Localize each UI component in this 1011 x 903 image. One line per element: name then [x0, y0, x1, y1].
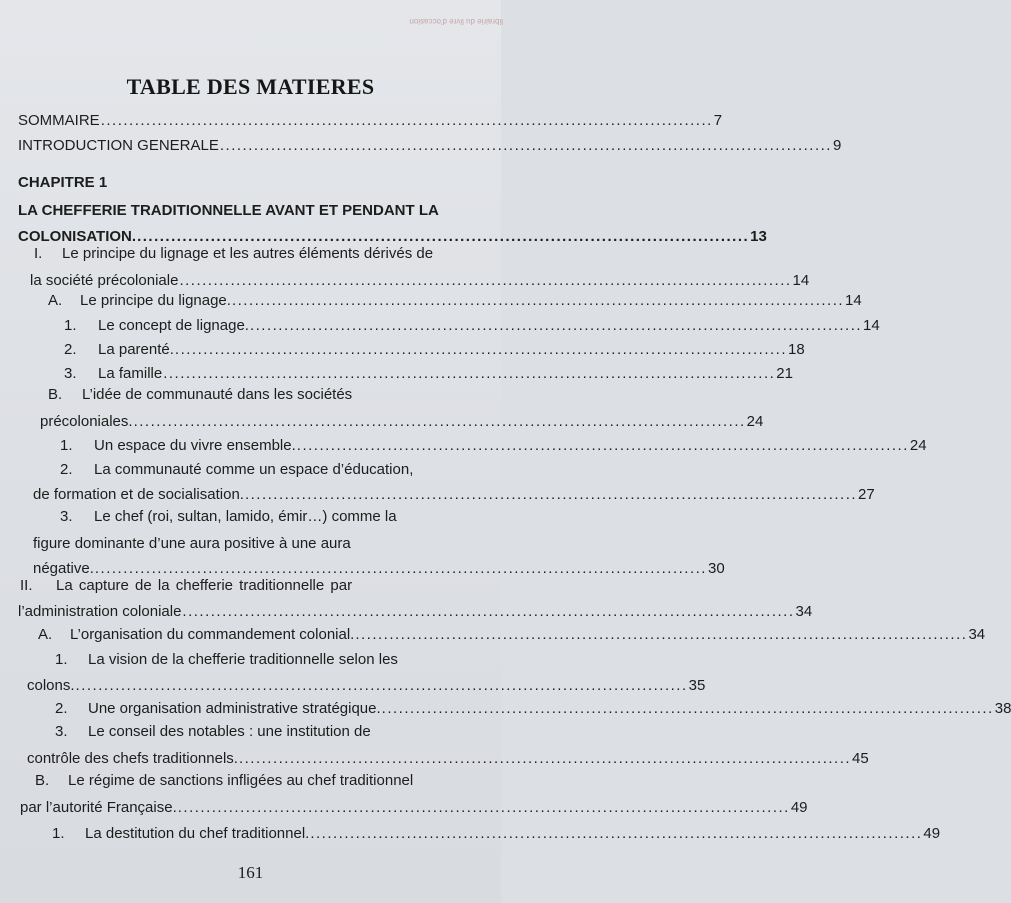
page-ref: 14	[863, 317, 880, 334]
toc-section-number: B.	[48, 386, 63, 403]
toc-section-number: 3.	[60, 508, 73, 525]
toc-entry-section-1b3[interactable]: négative. ............................................................................................................ 30	[33, 560, 725, 577]
toc-section-number: 2.	[60, 461, 73, 478]
toc-entry-section-2[interactable]: l’administration coloniale ............................................................................................................ 34	[18, 603, 813, 620]
toc-entry-text: La vision de la chefferie traditionnelle selon les	[88, 651, 398, 668]
toc-entry-text: L’idée de communauté dans les sociétés	[82, 386, 353, 403]
dot-leader: ............................................................................................................	[244, 486, 858, 503]
dot-leader: ............................................................................................................	[177, 799, 790, 816]
toc-section-number: I.	[34, 245, 43, 262]
dot-leader: ............................................................................................................	[163, 365, 776, 382]
dot-leader: ............................................................................................................	[174, 341, 787, 358]
dot-leader: ............................................................................................................	[231, 292, 845, 309]
toc-entry-section-1b[interactable]: précoloniales. ............................................................................................................ 24	[40, 413, 764, 430]
page-ref: 18	[788, 341, 805, 358]
page-ref: 34	[795, 603, 813, 620]
page-ref: 14	[845, 292, 862, 309]
toc-entry-text: figure dominante d’une aura positive à une aura	[33, 535, 351, 552]
page-ref: 24	[746, 413, 764, 430]
dot-leader: ............................................................................................................	[133, 413, 746, 430]
page-ref: 21	[776, 365, 793, 382]
toc-entry-text: Le régime de sanctions infligées au chef traditionnel	[68, 772, 414, 789]
page-ref: 45	[852, 750, 869, 767]
page-ref: 38	[994, 700, 1011, 717]
toc-section-number: II.	[20, 577, 33, 594]
toc-entry-section-2a3[interactable]: contrôle des chefs traditionnels. ............................................................................................................ 45	[27, 750, 869, 767]
page-ref: 13	[750, 228, 767, 245]
page-ref: 49	[923, 825, 941, 842]
toc-entry-section-2b[interactable]: par l’autorité Française. ............................................................................................................ 49	[20, 799, 808, 816]
page-ref: 27	[858, 486, 875, 503]
chapter-title: LA CHEFFERIE TRADITIONNELLE AVANT ET PENDANT LA	[18, 202, 439, 219]
toc-entry-section-1b2[interactable]: de formation et de socialisation. ............................................................................................................ 27	[33, 486, 875, 503]
toc-entry-section-1[interactable]: la société précoloniale ............................................................................................................ 14	[30, 272, 810, 289]
page-ref: 49	[790, 799, 808, 816]
toc-entry-section-2b1[interactable]: 1. La destitution du chef traditionnel. ............................................................................................................ 49	[52, 825, 941, 842]
toc-entry-text: Le conseil des notables : une institution de	[88, 723, 371, 740]
dot-leader: ............................................................................................................	[310, 825, 923, 842]
dot-leader: ............................................................................................................	[75, 677, 688, 694]
page-ref: 30	[707, 560, 725, 577]
dot-leader: ............................................................................................................	[137, 228, 750, 245]
dot-leader: ............................................................................................................	[355, 626, 968, 643]
page-title: TABLE DES MATIERES	[126, 74, 375, 99]
dot-leader: ............................................................................................................	[219, 137, 832, 154]
chapter-label: CHAPITRE 1	[18, 174, 108, 191]
dot-leader: ............................................................................................................	[238, 750, 852, 767]
toc-entry-section-1a2[interactable]: 2. La parenté. ............................................................................................................ 18	[64, 341, 805, 358]
toc-entry-sommaire[interactable]: SOMMAIRE ............................................................................................................ 7	[18, 112, 723, 129]
page-ref: 7	[713, 112, 723, 129]
toc-entry-text: Le chef (roi, sultan, lamido, émir…) comme la	[94, 508, 397, 525]
toc-entry-introduction[interactable]: INTRODUCTION GENERALE ............................................................................................................ 9	[18, 137, 842, 154]
toc-entry-section-2a2[interactable]: 2. Une organisation administrative stratégique. ............................................................................................................ 38	[55, 700, 1011, 717]
toc-entry-chapter-1[interactable]: COLONISATION. ............................................................................................................ 13	[18, 228, 767, 245]
watermark: librairie du livre d'occasion	[409, 17, 503, 26]
dot-leader: ............................................................................................................	[381, 700, 994, 717]
page-number: 161	[237, 863, 264, 882]
dot-leader: ............................................................................................................	[296, 437, 909, 454]
dot-leader: ............................................................................................................	[100, 112, 713, 129]
dot-leader: ............................................................................................................	[179, 272, 792, 289]
dot-leader: ............................................................................................................	[182, 603, 795, 620]
toc-entry-text: Le principe du lignage et les autres éléments dérivés de	[62, 245, 434, 262]
toc-entry-text: La capture de la chefferie traditionnelle par	[56, 577, 353, 594]
toc-section-number: 3.	[55, 723, 68, 740]
toc-entry-text: La communauté comme un espace d’éducation,	[94, 461, 414, 478]
page-ref: 35	[688, 677, 706, 694]
toc-entry-section-1a1[interactable]: 1. Le concept de lignage. ............................................................................................................ 14	[64, 317, 880, 334]
toc-entry-section-2a[interactable]: A. L’organisation du commandement colonial. ............................................................................................................ 34	[38, 626, 986, 643]
dot-leader: ............................................................................................................	[249, 317, 863, 334]
page-ref: 24	[909, 437, 927, 454]
toc-section-number: B.	[35, 772, 50, 789]
toc-entry-section-2a1[interactable]: colons. ............................................................................................................ 35	[27, 677, 706, 694]
page-ref: 9	[832, 137, 842, 154]
toc-entry-section-1b1[interactable]: 1. Un espace du vivre ensemble. ............................................................................................................ 24	[60, 437, 927, 454]
page-ref: 34	[968, 626, 986, 643]
dot-leader: ............................................................................................................	[94, 560, 707, 577]
page-ref: 14	[792, 272, 810, 289]
toc-entry-section-1a3[interactable]: 3. La famille ............................................................................................................ 21	[64, 365, 793, 382]
toc-entry-section-1a[interactable]: A. Le principe du lignage. ............................................................................................................ 14	[48, 292, 862, 309]
toc-section-number: 1.	[55, 651, 68, 668]
